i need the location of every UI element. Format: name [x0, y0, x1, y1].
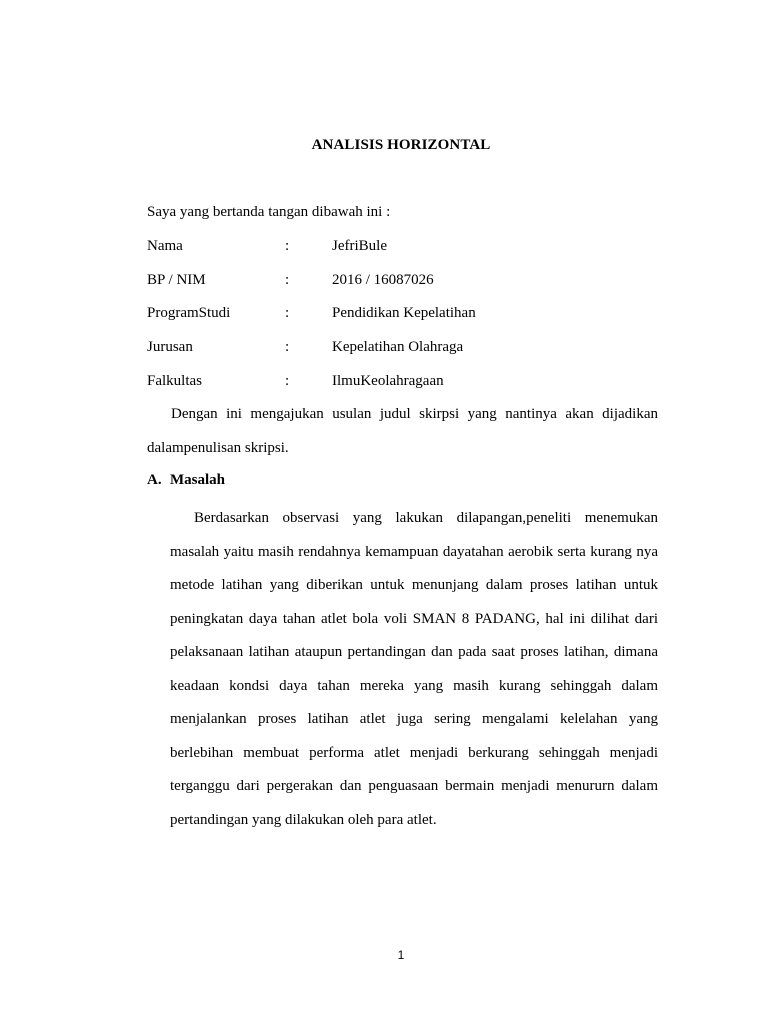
field-colon: : — [285, 305, 290, 321]
field-label: Jurusan — [147, 339, 193, 355]
section-paragraph-text: Berdasarkan observasi yang lakukan dilapangan,peneliti menemukan masalah yaitu masih rendahnya kemampuan dayatahan aerobik serta kurang nya metode latihan yang diberikan untuk menunjang dalam proses latihan untuk peningkatan daya tahan atlet bola voli SMAN 8 PADANG, hal ini dilihat dari pelaksanaan latihan ataupun pertandingan dan pada saat proses latihan, dimana keadaan kondsi daya tahan mereka yang masih kurang sehinggah dalam menjalankan proses latihan atlet juga sering mengalami kelelahan yang berlebihan membuat performa atlet menjadi berkurang sehinggah menjadi terganggu dari pergerakan dan penguasaan bermain menjadi menururn dalam pertandingan yang dilakukan oleh para atlet. — [170, 510, 658, 828]
field-value: 2016 / 16087026 — [332, 272, 434, 288]
field-colon: : — [285, 339, 290, 355]
field-colon: : — [285, 373, 290, 389]
intro-text: Saya yang bertanda tangan dibawah ini : — [147, 204, 391, 220]
field-row-nama — [147, 238, 667, 258]
field-value: Pendidikan Kepelatihan — [332, 305, 476, 321]
page-number: 1 — [397, 948, 405, 962]
section-heading — [147, 472, 225, 489]
proposal-paragraph-text: Dengan ini mengajukan usulan judul skirpsi yang nantinya akan dijadikan dalampenulisan skripsi. — [147, 406, 658, 456]
field-label: Nama — [147, 238, 183, 254]
field-row-jurusan — [147, 339, 667, 359]
section-title: Masalah — [170, 472, 226, 488]
field-label: ProgramStudi — [147, 305, 231, 321]
document-title: ANALISIS HORIZONTAL — [311, 137, 491, 153]
field-value: JefriBule — [332, 238, 387, 254]
field-colon: : — [285, 238, 290, 254]
field-row-program-studi — [147, 305, 667, 325]
field-label: BP / NIM — [147, 272, 206, 288]
field-row-bp-nim — [147, 272, 667, 292]
proposal-paragraph — [147, 398, 658, 465]
field-value: IlmuKeolahragaan — [332, 373, 444, 389]
section-paragraph — [170, 502, 658, 837]
field-value: Kepelatihan Olahraga — [332, 339, 464, 355]
field-row-falkultas — [147, 373, 667, 393]
field-label: Falkultas — [147, 373, 202, 389]
field-colon: : — [285, 272, 290, 288]
section-letter: A. — [147, 472, 162, 488]
